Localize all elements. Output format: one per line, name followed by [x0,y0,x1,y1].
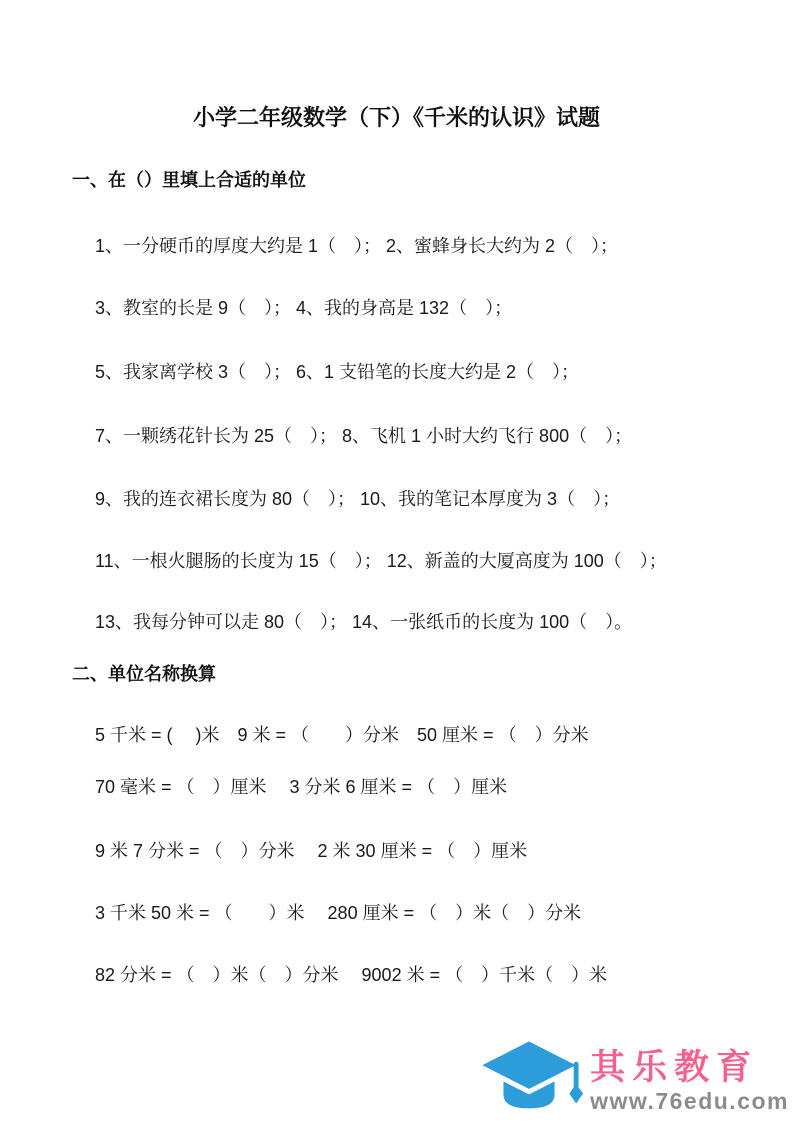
conversion-line: 70 毫米 = （ ）厘米 3 分米 6 厘米 = （ ）厘米 [95,777,508,797]
question-line: 9、我的连衣裙长度为 80（ ）； 10、我的笔记本厚度为 3（ ）； [95,489,621,509]
conversion-line: 3 千米 50 米 = （ ）米 280 厘米 = （ ）米（ ）分米 [95,903,582,923]
section1-heading: 一、在（）里填上合适的单位 [72,170,306,190]
question-line: 5、我家离学校 3（ ）； 6、1 支铅笔的长度大约是 2（ ）； [95,362,580,382]
question-line: 1、一分硬币的厚度大约是 1（ ）； 2、蜜蜂身长大约为 2（ ）； [95,236,619,256]
question-line: 13、我每分钟可以走 80（ ）； 14、一张纸币的长度为 100（ ）。 [95,612,633,632]
question-line: 3、教室的长是 9（ ）； 4、我的身高是 132（ ）； [95,298,513,318]
question-line: 11、一根火腿肠的长度为 15（ ）； 12、新盖的大厦高度为 100（ ）； [95,551,667,571]
brand-name: 其乐教育 [590,1048,759,1088]
conversion-line: 9 米 7 分米 = （ ）分米 2 米 30 厘米 = （ ）厘米 [95,841,528,861]
brand-url: www.76edu.com [590,1088,789,1114]
graduation-cap-icon [474,1035,584,1113]
question-line: 7、一颗绣花针长为 25（ ）； 8、飞机 1 小时大约飞行 800（ ）； [95,426,633,446]
page-title: 小学二年级数学（下）《千米的认识》试题 [192,105,600,130]
brand-footer [474,1035,789,1113]
conversion-line: 5 千米 = ( )米 9 米 = （ ）分米 50 厘米 = （ ）分米 [95,725,589,745]
brand-text-block [590,1050,789,1113]
conversion-line: 82 分米 = （ ）米（ ）分米 9002 米 = （ ）千米（ ）米 [95,965,608,985]
section2-heading: 二、单位名称换算 [72,664,216,684]
